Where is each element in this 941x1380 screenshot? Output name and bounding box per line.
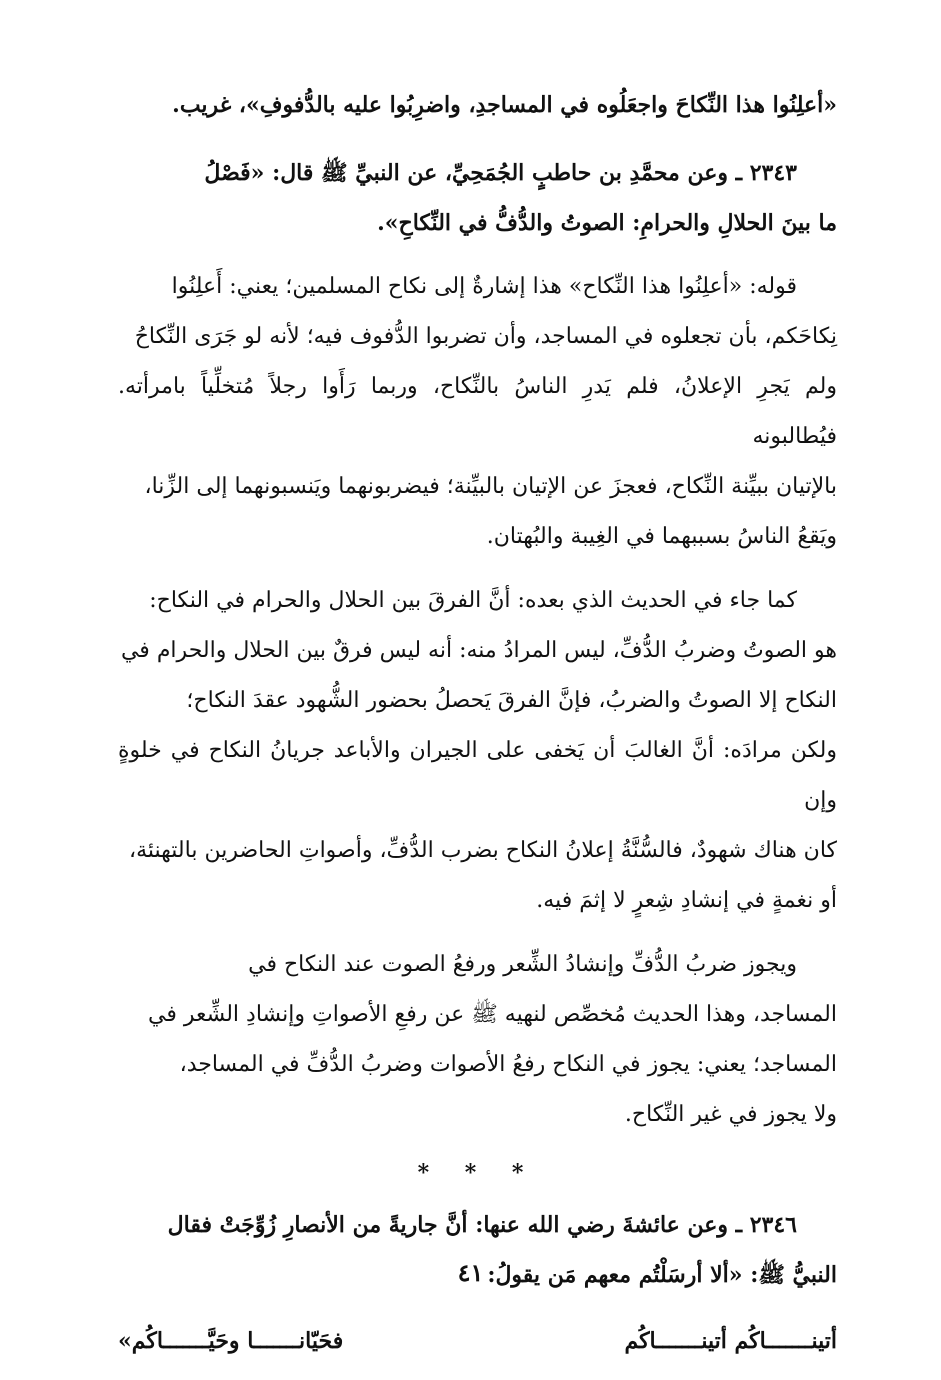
hadith-2343 [118, 148, 837, 248]
page-number: ٤١ [457, 1258, 484, 1287]
hadith-continuation [118, 80, 837, 130]
commentary-paragraph [118, 262, 837, 562]
text-line: كما جاء في الحديث الذي بعده: أنَّ الفرقَ بين الحلال والحرام في النكاح: [149, 588, 797, 613]
text-line: المساجد، وهذا الحديث مُخصِّص لنهيه ﷺ عن رفعِ الأصواتِ وإنشادِ الشِّعر في [147, 1002, 837, 1027]
text-line: قوله: «أعلِنُوا هذا النِّكاح» هذا إشارةٌ إلى نكاح المسلمين؛ يعني: أَعلِنُوا [171, 274, 797, 299]
section-separator: * * * [417, 1160, 538, 1186]
commentary-paragraph [118, 576, 837, 926]
text-line: كان هناك شهودٌ، فالسُّنَّةُ إعلانُ النكاح بضرب الدُّفِّ، وأصواتِ الحاضرين بالتهنئة، [128, 838, 837, 863]
text-line: هو الصوتُ وضربُ الدُّفِّ، ليس المرادُ منه: أنه ليس فرقٌ بين الحلال والحرام في [120, 638, 837, 663]
text-line: ٢٣٤٦ ـ وعن عائشةَ رضي الله عنها: أنَّ جاريةً من الأنصارِ زُوِّجَتْ فقال [167, 1212, 797, 1238]
verse-first-hemistich: أتينـــــــاكُم أتينـــــــاكُم [624, 1328, 837, 1354]
text-line: أو نغمةٍ في إنشادِ شِعرٍ لا إثمَ فيه. [536, 888, 837, 913]
text-line: النبيُّ ﷺ: «ألا أرسَلْتُم معهم مَن يقولُ: [487, 1262, 837, 1288]
text-line: نِكاحَكم، بأن تجعلوه في المساجد، وأن تضربوا الدُّفوف فيه؛ لأنه لو جَرَى النِّكاحُ [134, 324, 837, 349]
text-line: ولم يَجرِ الإعلانُ، فلم يَدرِ الناسُ بالنِّكاح، وربما رَأَوا رجلاً مُتخلِّياً بامرأته. فيُطالبونه [118, 374, 837, 449]
text-line: ولكن مرادَه: أنَّ الغالبَ أن يَخفى على الجيران والأباعد جريانُ النكاح في خلوةٍ وإن [118, 738, 837, 813]
text-line: المساجد؛ يعني: يجوز في النكاح رفعُ الأصوات وضربُ الدُّفِّ في المساجد، [179, 1052, 837, 1077]
poetry-verse [118, 1316, 837, 1366]
commentary-paragraph [118, 940, 837, 1140]
text-line: ويجوز ضربُ الدُّفِّ وإنشادُ الشِّعر ورفعُ الصوت عند النكاح في [248, 952, 797, 977]
text-line: ويَقعُ الناسُ بسببهما في الغِيبة والبُهتان. [486, 524, 837, 549]
text-line: «أعلِنُوا هذا النِّكاحَ واجعَلُوه في المساجدِ، واضرِبُوا عليه بالدُّفوفِ»، غريب. [172, 92, 837, 118]
text-line: ٢٣٤٣ ـ وعن محمَّدِ بن حاطبٍ الجُمَحِيِّ، عن النبيِّ ﷺ قال: «فَصْلُ [204, 160, 797, 186]
text-line: بالإتيان ببيِّنة النِّكاح، فعجزَ عن الإتيان بالبيِّنة؛ فيضربونهما ويَنسبونهما إلى الزِّنا، [144, 474, 837, 499]
text-line: ما بينَ الحلالِ والحرامِ: الصوتُ والدُّفُّ في النِّكاحِ». [377, 210, 837, 236]
verse-second-hemistich: فحَيّانـــــــا وحَيَّـــــــاكُم» [118, 1328, 344, 1354]
text-line: النكاح إلا الصوتُ والضربُ، فإنَّ الفرقَ يَحصلُ بحضور الشُّهود عقدَ النكاح؛ [186, 688, 837, 713]
text-line: ولا يجوز في غير النِّكاح. [624, 1102, 837, 1127]
